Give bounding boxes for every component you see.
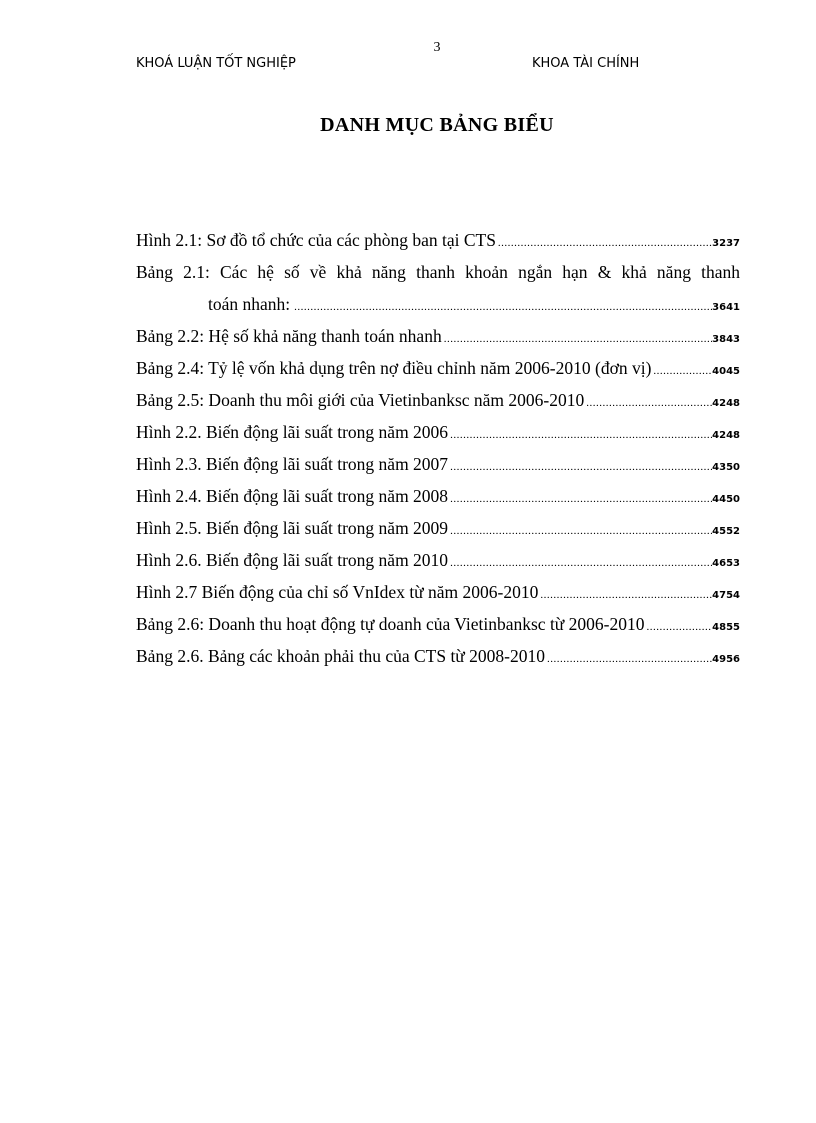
toc-entry-label: Bảng 2.6: Doanh thu hoạt động tự doanh của Vietinbanksc từ 2006-2010 xyxy=(136,614,645,634)
toc-entry-page: 4045 xyxy=(712,366,740,377)
toc-entry-label: Hình 2.2. Biến động lãi suất trong năm 2006 xyxy=(136,422,449,442)
toc-entry-page: 4754 xyxy=(712,590,740,601)
toc-entry[interactable] xyxy=(136,576,740,608)
header-right: KHOA TÀI CHÍNH xyxy=(532,56,640,71)
toc-entry-label: Bảng 2.5: Doanh thu môi giới của Vietinbanksc năm 2006-2010 xyxy=(136,390,585,410)
toc-entry-page: 3237 xyxy=(712,238,740,249)
toc-leader-dots xyxy=(290,291,712,323)
toc-leader-dots xyxy=(538,579,712,611)
toc-entry-page: 4248 xyxy=(712,430,740,441)
toc-entry-label: Hình 2.5. Biến động lãi suất trong năm 2009 xyxy=(136,518,449,538)
toc-entry-page: 4855 xyxy=(712,622,740,633)
toc-entry[interactable] xyxy=(136,608,740,640)
toc-entry[interactable] xyxy=(136,640,740,672)
toc-entry-page: 4350 xyxy=(712,462,740,473)
toc-leader-dots xyxy=(448,451,712,483)
toc-leader-dots xyxy=(448,483,712,515)
page-number: 3 xyxy=(433,40,441,55)
header-left: KHOÁ LUẬN TỐT NGHIỆP xyxy=(136,56,296,71)
toc-entry-page: 4956 xyxy=(712,654,740,665)
toc-entry-label: Bảng 2.6. Bảng các khoản phải thu của CTS từ 2008-2010 xyxy=(136,646,545,666)
toc-entry[interactable] xyxy=(136,224,740,256)
toc-entry-label: Bảng 2.2: Hệ số khả năng thanh toán nhanh xyxy=(136,326,442,346)
toc-entry-label: Hình 2.3. Biến động lãi suất trong năm 2007 xyxy=(136,454,449,474)
toc-entry-page: 4552 xyxy=(712,526,740,537)
toc-entry-label: Hình 2.7 Biến động của chỉ số VnIdex từ năm 2006-2010 xyxy=(136,582,539,602)
toc-leader-dots xyxy=(584,387,712,419)
toc-leader-dots xyxy=(442,323,712,355)
toc-entry[interactable] xyxy=(136,320,740,352)
toc-entry[interactable] xyxy=(136,352,740,384)
toc-entry-page: 3641 xyxy=(712,302,740,313)
toc-entry[interactable] xyxy=(136,480,740,512)
page-title: DANH MỤC BẢNG BIỂU xyxy=(320,114,554,136)
toc-leader-dots xyxy=(651,355,712,387)
toc-entry-page: 4653 xyxy=(712,558,740,569)
toc-entry[interactable] xyxy=(136,416,740,448)
table-of-figures xyxy=(136,224,740,672)
toc-entry-label: Hình 2.1: Sơ đồ tổ chức của các phòng ban tại CTS xyxy=(136,230,496,250)
toc-entry-label: Bảng 2.1: Các hệ số về khả năng thanh khoản ngắn hạn & khả năng thanh xyxy=(136,262,740,282)
toc-entry[interactable] xyxy=(136,384,740,416)
toc-leader-dots xyxy=(645,611,713,643)
toc-entry[interactable] xyxy=(136,512,740,544)
toc-entry-label: Bảng 2.4: Tỷ lệ vốn khả dụng trên nợ điều chỉnh năm 2006-2010 (đơn vị) xyxy=(136,358,652,378)
toc-leader-dots xyxy=(496,227,712,259)
toc-entry-page: 4450 xyxy=(712,494,740,505)
toc-entry-label-continued: toán nhanh: xyxy=(208,294,291,314)
toc-leader-dots xyxy=(448,515,712,547)
toc-entry[interactable] xyxy=(136,448,740,480)
toc-entry-page: 3843 xyxy=(712,334,740,345)
toc-entry[interactable] xyxy=(136,544,740,576)
toc-entry[interactable] xyxy=(136,256,740,320)
toc-entry-label: Hình 2.6. Biến động lãi suất trong năm 2010 xyxy=(136,550,449,570)
toc-leader-dots xyxy=(448,547,712,579)
toc-leader-dots xyxy=(448,419,712,451)
toc-entry-page: 4248 xyxy=(712,398,740,409)
toc-leader-dots xyxy=(545,643,712,675)
toc-entry-label: Hình 2.4. Biến động lãi suất trong năm 2008 xyxy=(136,486,449,506)
